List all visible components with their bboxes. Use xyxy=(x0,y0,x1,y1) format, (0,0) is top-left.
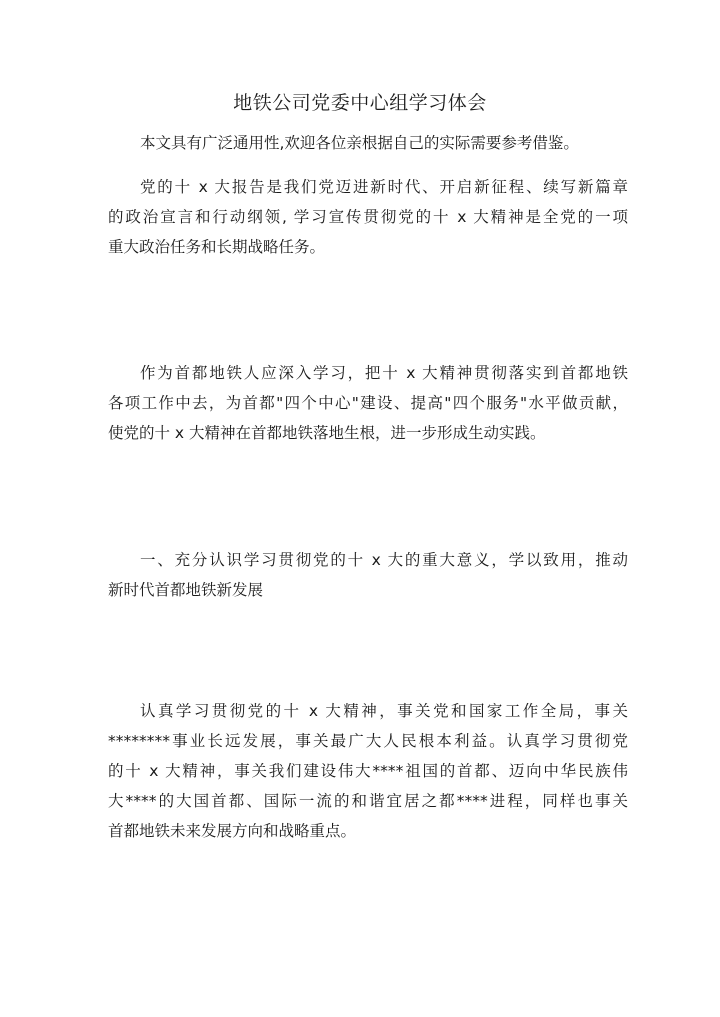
section-heading-1 xyxy=(108,545,628,605)
paragraph-line: 大****的大国首都、国际一流的和谐宜居之都****进程，同样也事关 xyxy=(108,792,628,810)
paragraph-2 xyxy=(108,358,628,448)
paragraph-3 xyxy=(108,696,628,846)
paragraph-line: 党的十 x 大报告是我们党迈进新时代、开启新征程、续写新篇章 xyxy=(140,178,628,196)
paragraph-line: 重大政治任务和长期战略任务。 xyxy=(108,238,326,256)
paragraph-line: 的政治宣言和行动纲领, 学习宣传贯彻党的十 x 大精神是全党的一项 xyxy=(108,208,628,226)
paragraph-line: 作为首都地铁人应深入学习，把十 x 大精神贯彻落实到首都地铁 xyxy=(140,364,628,382)
paragraph-line: 各项工作中去，为首都"四个中心"建设、提高"四个服务"水平做贡献， xyxy=(108,394,628,412)
paragraph-1 xyxy=(108,172,628,262)
paragraph-line: 首都地铁未来发展方向和战略重点。 xyxy=(108,822,357,840)
heading-line: 一、充分认识学习贯彻党的十 x 大的重大意义，学以致用，推动 xyxy=(140,551,628,569)
paragraph-line: 的十 x 大精神，事关我们建设伟大****祖国的首都、迈向中华民族伟 xyxy=(108,762,628,780)
heading-line: 新时代首都地铁新发展 xyxy=(108,581,264,599)
paragraph-line: ********事业长远发展，事关最广大人民根本利益。认真学习贯彻党 xyxy=(108,732,628,750)
intro-line: 本文具有广泛通用性,欢迎各位亲根据自己的实际需要参考借鉴。 xyxy=(140,134,579,152)
paragraph-line: 认真学习贯彻党的十 x 大精神，事关党和国家工作全局，事关 xyxy=(140,702,628,720)
paragraph-line: 使党的十 x 大精神在首都地铁落地生根，进一步形成生动实践。 xyxy=(108,424,546,442)
intro-note xyxy=(140,128,618,158)
document-title: 地铁公司党委中心组学习体会 xyxy=(233,92,487,114)
